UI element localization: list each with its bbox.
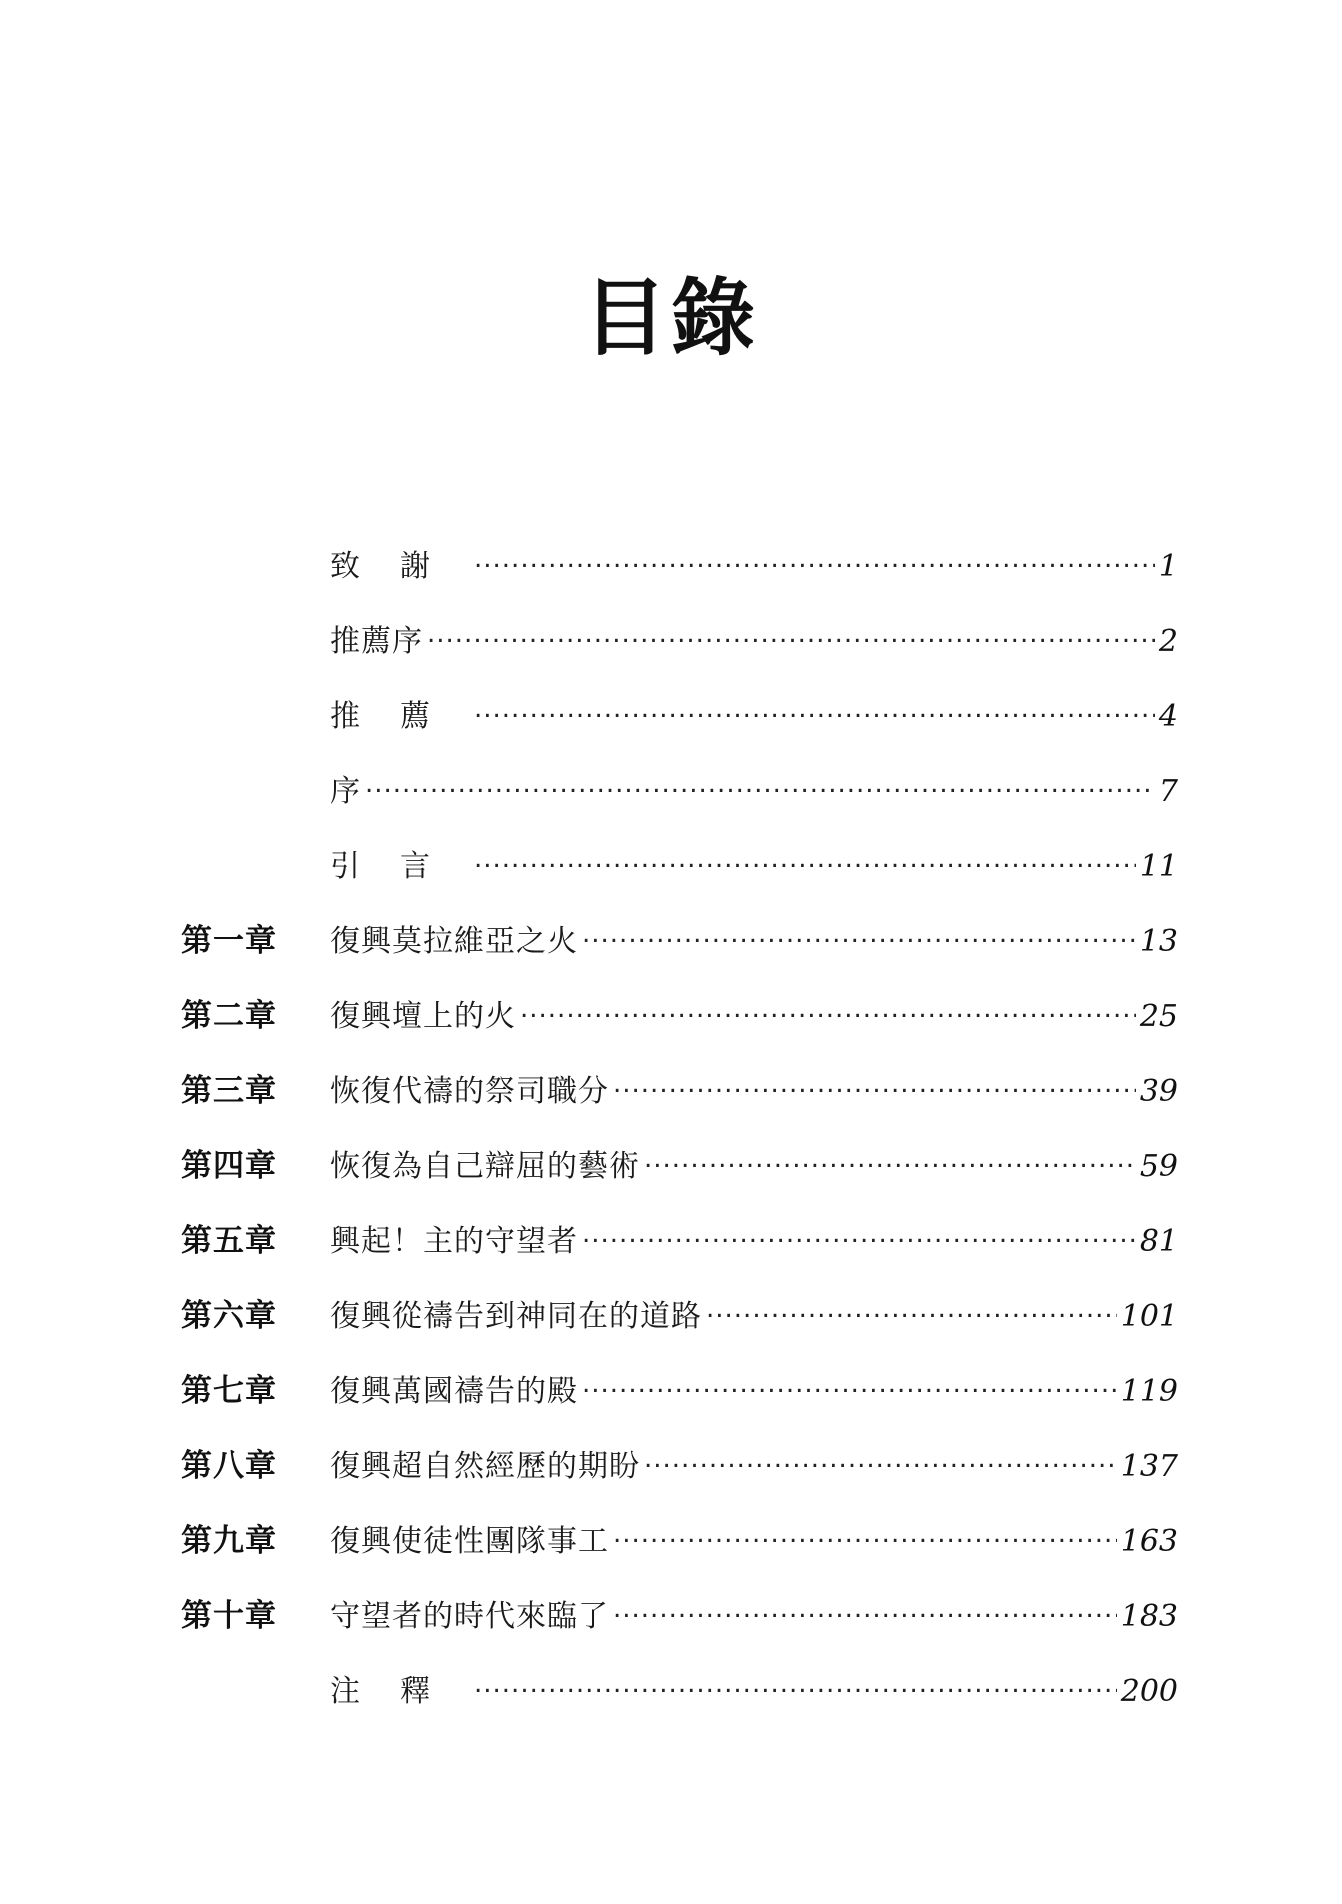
toc-entry[interactable] (330, 1516, 1178, 1560)
toc-row (0, 1575, 1342, 1650)
dot-leader (706, 1296, 1117, 1326)
dot-leader (613, 1521, 1117, 1551)
page-number: 200 (1120, 1673, 1178, 1709)
page-number: 101 (1120, 1298, 1178, 1334)
dot-leader (644, 1146, 1136, 1176)
toc-row (0, 750, 1342, 825)
toc-entry[interactable] (330, 1366, 1178, 1410)
page-number: 119 (1120, 1373, 1178, 1409)
toc-entry[interactable] (330, 1066, 1178, 1110)
dot-leader (474, 1671, 1117, 1701)
chapter-number: 第二章 (181, 998, 277, 1034)
dot-leader (520, 996, 1136, 1026)
dot-leader (427, 621, 1155, 651)
chapter-number: 第一章 (181, 923, 277, 959)
toc-row (0, 1125, 1342, 1200)
page-number: 59 (1139, 1148, 1178, 1184)
toc-entry[interactable] (330, 1216, 1178, 1260)
chapter-number: 第九章 (181, 1523, 277, 1559)
page-number: 137 (1120, 1448, 1178, 1484)
entry-title: 致謝 (330, 548, 470, 584)
page-number: 81 (1139, 1223, 1178, 1259)
dot-leader (582, 1221, 1136, 1251)
entry-title: 推薦序 (330, 623, 423, 659)
toc-row (0, 600, 1342, 675)
toc-entry[interactable] (330, 766, 1178, 810)
chapter-number: 第七章 (181, 1373, 277, 1409)
page-number: 163 (1120, 1523, 1178, 1559)
toc-entry[interactable] (330, 1141, 1178, 1185)
chapter-number: 第四章 (181, 1148, 277, 1184)
dot-leader (613, 1071, 1136, 1101)
toc-entry[interactable] (330, 1291, 1178, 1335)
page-number: 7 (1158, 773, 1178, 809)
entry-title: 序 (330, 773, 361, 809)
toc-entry[interactable] (330, 616, 1178, 660)
entry-title: 復興萬國禱告的殿 (330, 1373, 578, 1409)
dot-leader (365, 771, 1155, 801)
dot-leader (644, 1446, 1117, 1476)
entry-title: 復興使徒性團隊事工 (330, 1523, 609, 1559)
toc-entry[interactable] (330, 541, 1178, 585)
toc-row (0, 1050, 1342, 1125)
page-number: 4 (1158, 698, 1178, 734)
dot-leader (474, 846, 1136, 876)
dot-leader (582, 921, 1136, 951)
toc-row (0, 675, 1342, 750)
chapter-number: 第六章 (181, 1298, 277, 1334)
toc-entry[interactable] (330, 841, 1178, 885)
page-number: 13 (1139, 923, 1178, 959)
chapter-number: 第十章 (181, 1598, 277, 1634)
toc-entry[interactable] (330, 916, 1178, 960)
dot-leader (613, 1596, 1117, 1626)
entry-title: 復興莫拉維亞之火 (330, 923, 578, 959)
page-number: 1 (1158, 548, 1178, 584)
entry-title: 注釋 (330, 1673, 470, 1709)
toc-entry[interactable] (330, 1591, 1178, 1635)
toc-row (0, 1425, 1342, 1500)
toc-row (0, 1200, 1342, 1275)
toc-row (0, 975, 1342, 1050)
toc-row (0, 1275, 1342, 1350)
page-title: 目錄 (582, 268, 759, 367)
chapter-number: 第三章 (181, 1073, 277, 1109)
page-number: 25 (1139, 998, 1178, 1034)
toc-row (0, 1500, 1342, 1575)
chapter-number: 第八章 (181, 1448, 277, 1484)
dot-leader (582, 1371, 1117, 1401)
toc-entry[interactable] (330, 991, 1178, 1035)
entry-title: 恢復代禱的祭司職分 (330, 1073, 609, 1109)
dot-leader (474, 546, 1155, 576)
toc-row (0, 1350, 1342, 1425)
dot-leader (474, 696, 1155, 726)
toc-entry[interactable] (330, 1666, 1178, 1710)
toc-entry[interactable] (330, 691, 1178, 735)
entry-title: 引言 (330, 848, 470, 884)
entry-title: 守望者的時代來臨了 (330, 1598, 609, 1634)
toc-row (0, 525, 1342, 600)
page-number: 39 (1139, 1073, 1178, 1109)
toc-entry[interactable] (330, 1441, 1178, 1485)
entry-title: 推薦 (330, 698, 470, 734)
entry-title: 復興從禱告到神同在的道路 (330, 1298, 702, 1334)
page-number: 183 (1120, 1598, 1178, 1634)
page-number: 11 (1139, 848, 1178, 884)
toc-row (0, 1650, 1342, 1725)
toc-row (0, 825, 1342, 900)
page-number: 2 (1158, 623, 1178, 659)
entry-title: 復興壇上的火 (330, 998, 516, 1034)
chapter-number: 第五章 (181, 1223, 277, 1259)
toc-row (0, 900, 1342, 975)
entry-title: 恢復為自己辯屈的藝術 (330, 1148, 640, 1184)
entry-title: 興起！主的守望者 (330, 1223, 578, 1259)
entry-title: 復興超自然經歷的期盼 (330, 1448, 640, 1484)
table-of-contents (0, 525, 1342, 1725)
